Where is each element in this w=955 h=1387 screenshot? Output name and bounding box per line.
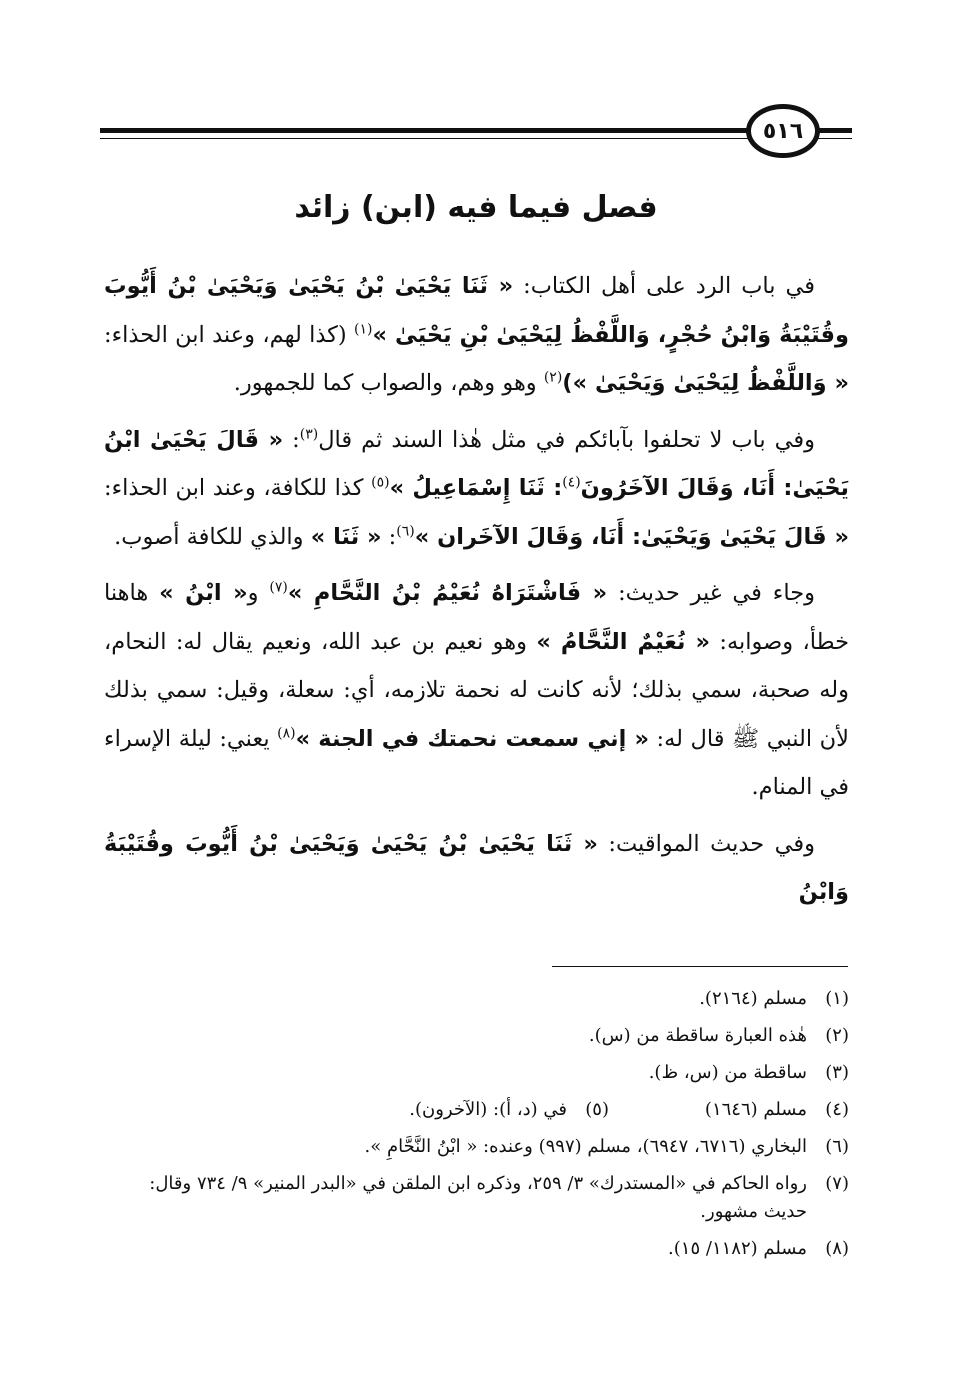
text-run: وهو وهم، والصواب كما للجمهور. [233,370,544,396]
footnote-number: (٨) [825,1238,849,1259]
footnote-number: (٤) [825,1099,849,1120]
footnote-6 [104,1133,849,1161]
footnote-ref: (٨) [277,725,296,741]
header-rule [100,128,852,133]
paragraph-4 [104,820,849,917]
text-run: و [247,580,270,606]
paragraph-1 [104,262,849,408]
page-header [100,102,852,162]
footnote-ref: (٦) [396,523,415,539]
text-run: كذا للكافة، وعند ابن الحذاء: [104,475,372,501]
text-run: في باب الرد على أهل الكتاب: [513,273,815,299]
hadith-quote: « فَاشْتَرَاهُ نُعَيْمُ بْنُ النَّحَّامِ » [287,580,608,606]
section-title: فصل فيما فيه (ابن) زائد [294,190,658,225]
text-run: وجاء في غير حديث: [607,580,815,606]
hadith-quote: « ثَنَا يَحْيَىٰ بْنُ يَحْيَىٰ وَيَحْيَىٰ بْنُ أَيُّوبَ وقُتَيْبَةُ وَابْنُ [104,830,849,905]
paragraph-3 [104,569,849,812]
hadith-quote: « ثَنَا يَحْيَىٰ بْنُ يَحْيَىٰ وَيَحْيَىٰ بْنُ أَيُّوبَ وقُتَيْبَةُ وَابْنُ حُجْرٍ، وَاللَّفْظُ لِيَحْيَىٰ بْنِ يَحْيَىٰ » [104,273,849,348]
text-run: والذي للكافة أصوب. [114,523,311,550]
footnote-ref: (٧) [269,579,288,596]
footnote-ref: (٢) [543,369,563,386]
footnote-text: مسلم (١١٨٢/ ١٥). [668,1238,807,1259]
footnote-number: (٦) [825,1136,849,1157]
footnote-text: البخاري (٦٧١٦، ٦٩٤٧)، مسلم (٩٩٧) وعنده: « ابْنُ النَّحَّامِ ». [364,1136,807,1157]
hadith-quote: : ثَنَا إِسْمَاعِيلُ » [389,475,563,501]
hadith-quote: « وَاللَّفْظُ لِيَحْيَىٰ وَيَحْيَىٰ ») [562,370,849,396]
footnote-number: (٢) [825,1025,849,1046]
text-run: هاهنا خطأ، وصوابه: [104,580,849,655]
hadith-quote: « ثَنَا » [310,523,382,550]
hadith-quote: « ابْنُ » [159,580,248,606]
hadith-quote: « نُعَيْمٌ النَّحَّامُ » [536,628,711,655]
footnote-5 [409,1096,609,1124]
text-run: : [283,426,300,453]
footnote-text: مسلم (٢١٦٤). [699,988,807,1009]
footnote-number: (٥) [585,1099,609,1120]
footnote-ref: (٤) [562,474,581,491]
header-rule-thin [100,138,852,139]
footnote-text: هٰذه العبارة ساقطة من (س). [588,1025,807,1046]
footnote-number: (٧) [825,1173,849,1194]
footnote-ref: (١) [353,321,373,337]
text-run: وهو نعيم بن عبد الله، ونعيم يقال له: النحام، وله صحبة، سمي بذلك؛ لأنه كانت له نحمة تلازمه، أي: سعلة، وقيل: سمي بذلك لأن النبي ﷺ قال له: [104,628,849,752]
paragraph-2 [104,416,849,562]
hadith-quote: « قَالَ يَحْيَىٰ ابْنُ يَحْيَىٰ: أَنَا، وَقَالَ الآخَرُونَ [104,426,850,501]
text-run: وفي حديث المواقيت: [597,830,815,857]
footnote-text: مسلم (١٦٤٦) [704,1099,807,1120]
footnote-text: ساقطة من (س، ظ). [648,1062,807,1083]
footnote-ref: (٥) [371,474,390,491]
hadith-quote: « قَالَ يَحْيَىٰ وَيَحْيَىٰ: أَنَا، وَقَالَ الآخَران » [414,523,849,550]
footnote-7 [104,1170,849,1226]
body-text [104,262,849,925]
text-run: : [381,523,397,550]
footnote-4 [609,1096,849,1124]
footnote-3 [104,1059,849,1087]
text-run: يعني: ليلة الإسراء في المنام. [104,725,849,800]
footnotes [104,985,849,1272]
footnote-1 [104,985,849,1013]
footnote-text: في (د، أ): (الآخرون). [409,1099,567,1120]
text-run: وفي باب لا تحلفوا بآبائكم في مثل هٰذا السند ثم قال [318,426,815,453]
footnote-text: رواه الحاكم في «المستدرك» ٣/ ٢٥٩، وذكره ابن الملقن في «البدر المنير» ٩/ ٧٣٤ وقال: حديث مشهور. [149,1173,807,1222]
footnote-number: (١) [825,988,849,1009]
footnote-ref: (٣) [299,426,319,442]
page-number: ٥١٦ [746,104,820,158]
footnote-row-4-5 [104,1096,849,1124]
footnote-separator [552,966,848,967]
hadith-quote: « إني سمعت نحمتك في الجنة » [295,725,650,752]
footnote-number: (٣) [825,1062,849,1083]
footnote-2 [104,1022,849,1050]
footnote-8 [104,1235,849,1263]
text-run: (كذا لهم، وعند ابن الحذاء: [104,321,354,348]
